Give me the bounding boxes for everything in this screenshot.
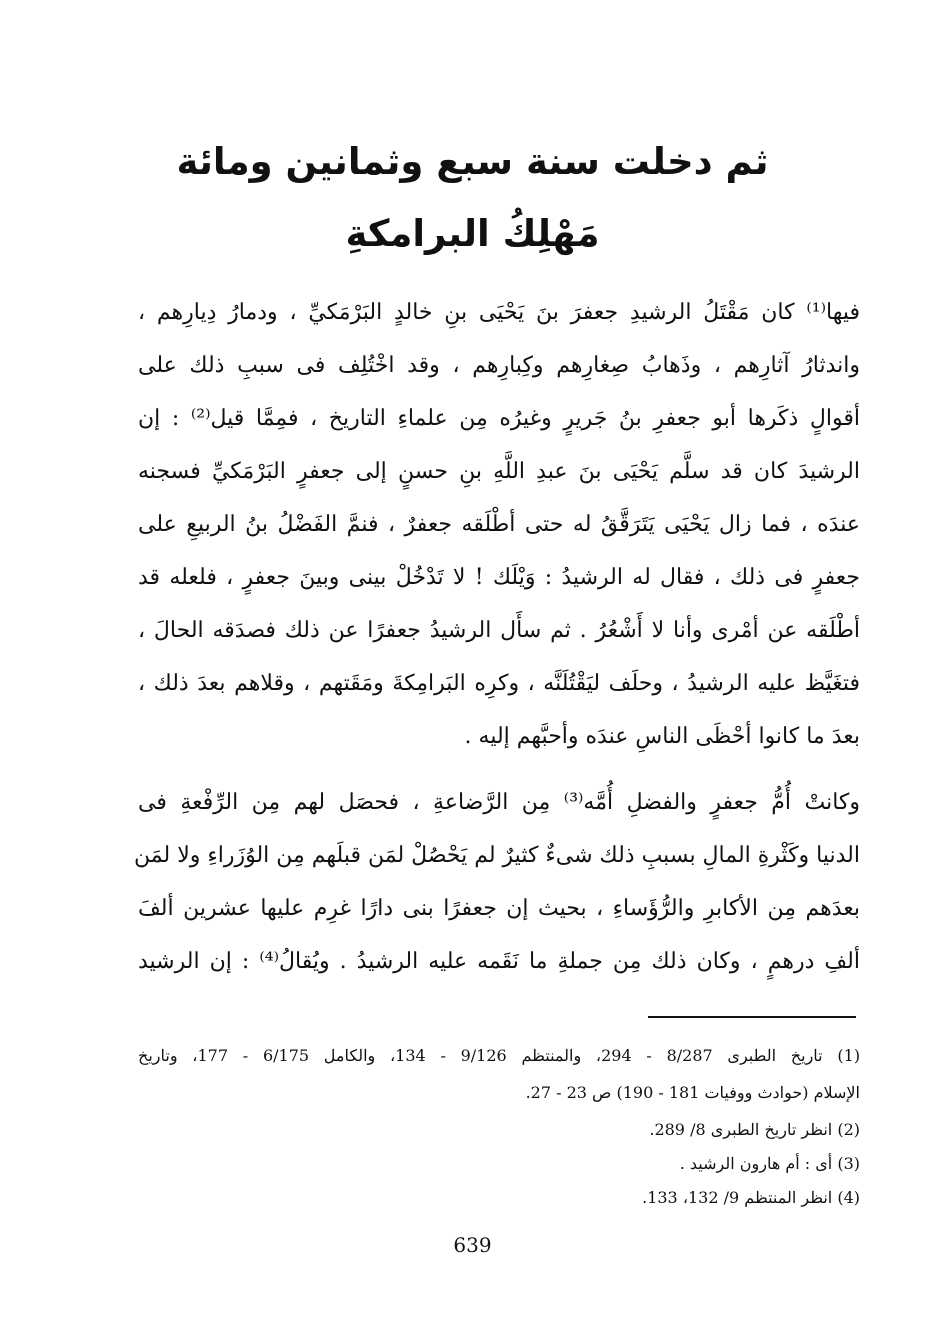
footnote-separator [648,1016,856,1018]
paragraph-line: وكانتْ أُمُّ جعفرٍ والفضلِ أُمَّه⁽³⁾ مِن الرَّضاعةِ ، فحصَل لهم مِن الرِّفْعةِ فى [138,790,860,815]
section-title: مَهْلِكُ البرامكةِ [345,212,600,255]
paragraph-line: فيها⁽¹⁾ كان مَقْتَلُ الرشيدِ جعفرَ بنَ يَحْيَى بنِ خالدٍ البَرْمَكيِّ ، ودمارُ دِيارِهم ، [138,300,860,325]
paragraph-line: ألفِ درهمٍ ، وكان ذلك مِن جملةِ ما نَقَمه عليه الرشيدُ . ويُقالُ⁽⁴⁾ : إن الرشيد [138,949,860,974]
paragraph-line: الرشيدَ كان قد سلَّم يَحْيَى بنَ عبدِ اللَّهِ بنِ حسنٍ إلى جعفرٍ البَرْمَكيِّ فسجنه [138,459,860,484]
footnote-line: الإسلام (حوادث ووفيات 181 - 190) ص 23 - 27. [525,1083,860,1102]
paragraph-line: أقوالٍ ذكَرها أبو جعفرِ بنُ جَريرٍ وغيرُه مِن علماءِ التاريخ ، فمِمَّا قيل⁽²⁾ : إن [138,406,860,431]
footnote-line: (3) أى : أم هارون الرشيد . [679,1154,860,1173]
footnote-line: (4) انظر المنتظم 9/ 132، 133. [642,1188,860,1207]
paragraph-line: فتغَيَّظ عليه الرشيدُ ، وحلَف ليَقْتُلَنَّه ، وكرِه البَرامِكةَ ومَقَتهم ، وقلاهم بعدَ ذلك ، [138,671,860,696]
page-number: 639 [453,1233,492,1257]
chapter-title: ثم دخلت سنة سبع وثمانين ومائة [176,140,769,183]
paragraph-line: عندَه ، فما زال يَحْيَى يَتَرَقَّقُ له حتى أطْلَقه جعفرٌ ، فنمَّ الفَضْلُ بنُ الربيعِ على [138,512,860,537]
paragraph-line: واندثارُ آثارِهم ، وذَهابُ صِغارِهم وكِبارِهم ، وقد اخْتُلِف فى سببِ ذلك على [138,353,860,378]
paragraph-line: بعدَهم مِن الأكابرِ والرُّؤَساءِ ، بحيث إن جعفرًا بنى دارًا غرِم عليها عشرين ألفَ [138,896,860,921]
footnote-line: (1) تاريخ الطبرى 8/287 - 294، والمنتظم 9/126 - 134، والكامل 6/175 - 177، وتاريخ [138,1046,861,1065]
paragraph-line: جعفرٍ فى ذلك ، فقال له الرشيدُ : وَيْلَك ! لا تَدْخُلْ بينى وبينَ جعفرٍ ، فلعله قد [138,565,860,590]
paragraph-line: بعدَ ما كانوا أحْظَى الناسِ عندَه وأحبَّهم إليه . [464,724,860,749]
paragraph-line: الدنيا وكَثْرةِ المالِ بسببِ ذلك شىءٌ كثيرٌ لم يَحْصُلْ لمَن قبلَهم مِن الوُزَراءِ ولا لمَن [134,843,860,868]
footnote-line: (2) انظر تاريخ الطبرى 8/ 289. [649,1120,860,1139]
paragraph-line: أطْلَقه عن أمْرى وأنا لا أَشْعُرُ . ثم سأَل الرشيدُ جعفرًا عن ذلك فصدَقه الحالَ ، [138,618,860,643]
